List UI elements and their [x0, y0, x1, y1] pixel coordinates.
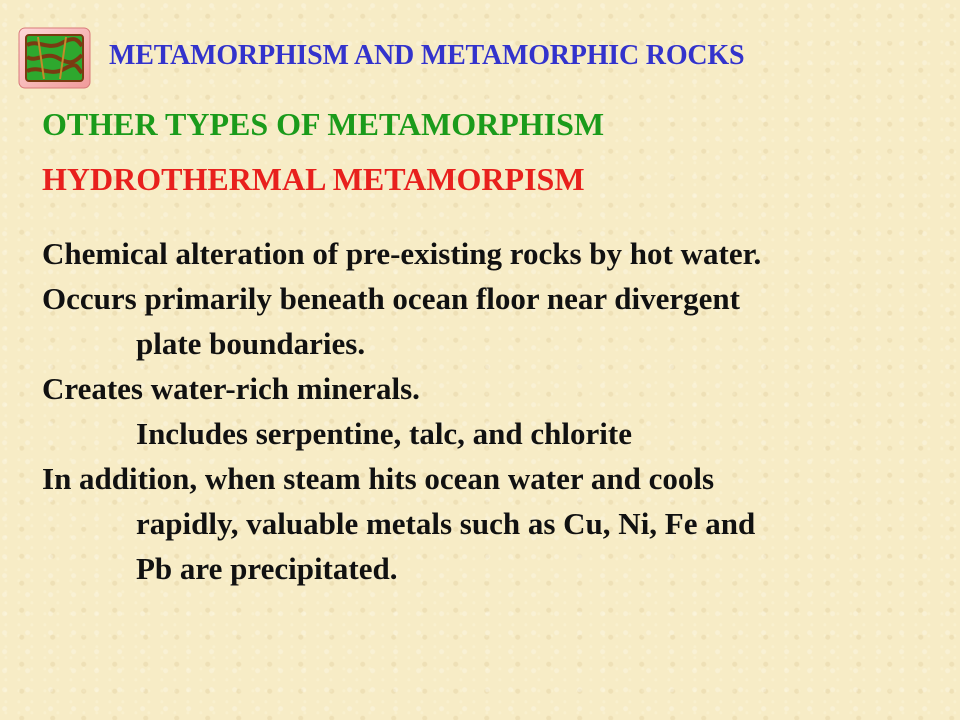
body-line: In addition, when steam hits ocean water and cools: [42, 461, 715, 496]
body-line: Occurs primarily beneath ocean floor near divergent: [42, 281, 740, 316]
body-line-indented: Pb are precipitated.: [136, 551, 398, 586]
body-text: [42, 231, 942, 591]
subtitle: OTHER TYPES OF METAMORPHISM: [42, 106, 605, 142]
section-title: HYDROTHERMAL METAMORPISM: [42, 161, 585, 197]
body-line: Chemical alteration of pre-existing rocks by hot water.: [42, 236, 762, 271]
body-line-indented: Includes serpentine, talc, and chlorite: [136, 416, 632, 451]
body-line-indented: rapidly, valuable metals such as Cu, Ni, Fe and: [136, 506, 756, 541]
header-title: METAMORPHISM AND METAMORPHIC ROCKS: [109, 40, 745, 71]
body-line-indented: plate boundaries.: [136, 326, 366, 361]
metamorphic-rock-icon: [18, 27, 91, 89]
body-line: Creates water-rich minerals.: [42, 371, 420, 406]
